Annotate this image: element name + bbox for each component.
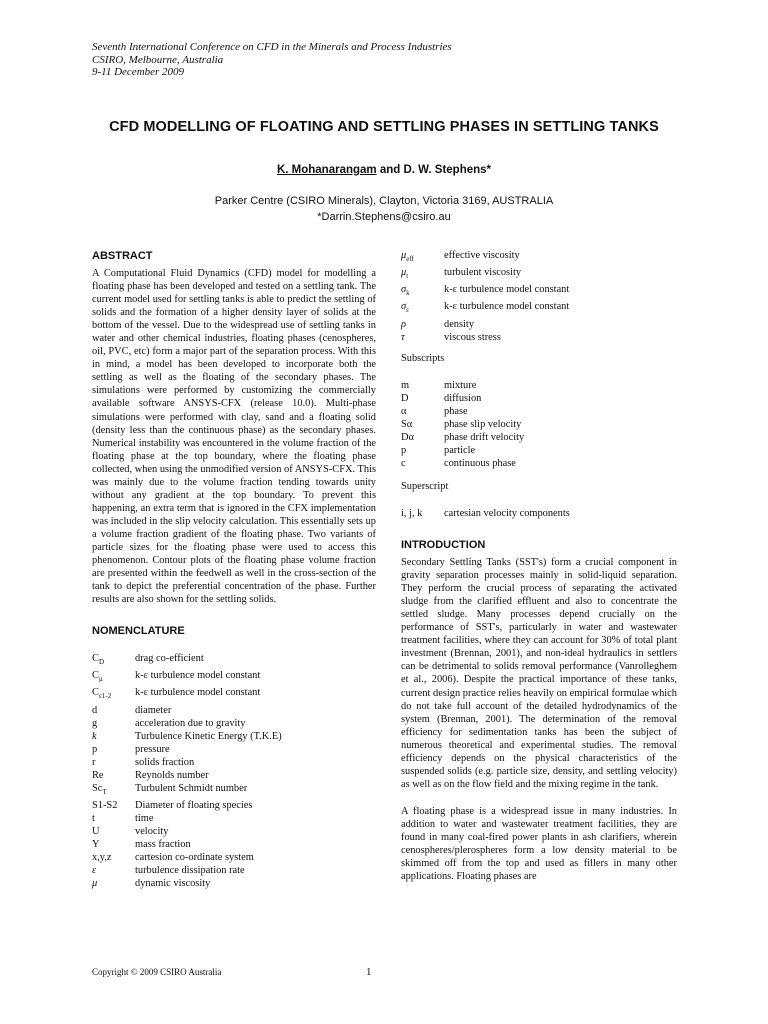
symbol-description: viscous stress — [444, 331, 501, 343]
symbol — [401, 283, 444, 300]
symbol-description: diameter — [135, 704, 172, 716]
symbol-main: μ — [401, 267, 407, 279]
symbol-main: σ — [401, 301, 407, 313]
symbol — [92, 756, 135, 769]
symbol — [92, 652, 135, 669]
symbol-description: Reynolds number — [135, 769, 209, 781]
conference-header — [92, 41, 452, 79]
symbol — [92, 730, 135, 743]
symbol-description: cartesion co-ordinate system — [135, 852, 254, 864]
paper-title: CFD MODELLING OF FLOATING AND SETTLING PHASES IN SETTLING TANKS — [109, 119, 659, 135]
symbol-description: turbulence dissipation rate — [135, 865, 245, 877]
symbol-main: μ — [92, 878, 98, 890]
symbol — [92, 769, 135, 782]
page-number: 1 — [366, 966, 372, 978]
symbol-main: p — [92, 743, 98, 755]
symbol-main: p — [401, 444, 407, 456]
symbol — [92, 877, 135, 890]
symbol — [92, 704, 135, 717]
introduction-paragraph-2: A floating phase is a widespread issue in many industries. In addition to water and wastewater treatment facilities, they are found in many coal-fired power plants in ash clarifiers, wherein cenospheres/plerospheres form a low density material to be skimmed off from the top and used as fillers in many other applications. Floating phases are — [401, 805, 677, 883]
symbol — [401, 249, 444, 266]
symbol-main: x,y,z — [92, 852, 112, 864]
symbol-description: particle — [444, 444, 476, 456]
symbol-description: drag co-efficient — [135, 653, 204, 665]
symbol-main: S1-S2 — [92, 800, 118, 811]
symbol — [401, 431, 444, 444]
symbol — [401, 392, 444, 405]
symbol-main: C — [92, 653, 99, 665]
symbol-subscript: μ — [98, 675, 103, 684]
symbol-main: α — [401, 405, 407, 417]
symbol — [92, 743, 135, 756]
symbol-description: phase drift velocity — [444, 431, 525, 443]
symbol — [92, 669, 135, 686]
symbol-main: ε — [92, 865, 97, 877]
conference-name: Seventh International Conference on CFD in the Minerals and Process Industries — [92, 41, 452, 53]
symbol — [401, 444, 444, 457]
symbol — [92, 864, 135, 877]
symbol-description: Diameter of floating species — [135, 800, 253, 811]
symbol-description: density — [444, 318, 475, 330]
symbol — [401, 318, 444, 331]
left-column — [92, 249, 376, 890]
symbol-description: continuous phase — [444, 457, 516, 469]
introduction-heading: INTRODUCTION — [401, 539, 486, 552]
symbol-description: phase — [444, 405, 468, 417]
symbol-main: i, j, k — [401, 508, 423, 520]
symbol-main: μ — [401, 250, 407, 261]
symbol-main: d — [92, 704, 98, 716]
corresponding-email: *Darrin.Stephens@csiro.au — [317, 211, 451, 223]
symbol-subscript: D — [98, 658, 104, 667]
symbol-description: k-ε turbulence model constant — [444, 284, 570, 296]
symbol-description: time — [135, 813, 154, 825]
affiliation — [0, 193, 768, 225]
copyright-notice: Copyright © 2009 CSIRO Australia — [92, 967, 222, 977]
symbol-main: t — [92, 813, 95, 825]
symbol — [92, 838, 135, 851]
symbol-subscript: t — [406, 272, 409, 281]
abstract-text: A Computational Fluid Dynamics (CFD) model for modelling a floating phase has been developed and tested on a settling tank. The current model used for settling tanks is able to predict the settling of solids and the formation of a higher density layer of solids at the bottom of the vessel. Due to the widespread use of settling tanks in water and other chemical industries, floating phases (cenospheres, oil, PVC, etc) form a major part of the separation process. With this in mind, a model has been developed to incorporate both the settling as well as the floating of the secondary phases. The simulations were performed by customizing the commercially available software ANSYS-CFX (release 10.0). Multi-phase simulations were performed with clay, sand and a floating solid (density less than the continuous phase) as the secondary phases. Numerical instability was encountered in the volume fraction of the floating phase at the top boundary, where the floating phase collected, when using the unmodified version of ANSYS-CFX. This was mainly due to the volume fraction tending towards unity without any gradient at the top boundary. To prevent this happening, an extra term that is ignored in the CFX implementation was included in the slip velocity calculation. This essentially sets up a volume fraction gradient of the floating phase. Two variants of particle sizes for the floating phase were used to access this phenomenon. Contour plots of the floating phase volume fraction are presented within the feedwell as well in the cross-section of the tank to depict the preferential concentration of the phase. Further results are also shown for the settling solids. — [92, 268, 376, 606]
symbol-description: k-ε turbulence model constant — [135, 670, 261, 682]
symbol-main: c — [401, 457, 406, 469]
symbol — [401, 507, 444, 520]
subscripts-heading: Subscripts — [401, 352, 445, 364]
symbol-description: k-ε turbulence model constant — [135, 687, 261, 699]
symbol-subscript: ε1-2 — [98, 692, 112, 701]
symbol-main: m — [401, 379, 410, 391]
symbol-main: g — [92, 717, 98, 729]
symbol — [401, 266, 444, 283]
symbol-main: Re — [92, 769, 104, 781]
symbol — [401, 331, 444, 344]
affiliation-address: Parker Centre (CSIRO Minerals), Clayton, Victoria 3169, AUSTRALIA — [214, 195, 554, 207]
symbol-main: σ — [401, 284, 407, 296]
symbol-main: C — [92, 687, 99, 699]
symbol-description: cartesian velocity components — [444, 508, 570, 520]
superscript-heading: Superscript — [401, 480, 449, 492]
nomenclature-list — [92, 652, 376, 890]
symbol-description: turbulent viscosity — [444, 267, 522, 279]
symbol-description: dynamic viscosity — [135, 878, 211, 890]
symbol — [401, 405, 444, 418]
symbol — [92, 717, 135, 730]
symbol-main: Sc — [92, 782, 103, 794]
symbol-description: Turbulent Schmidt number — [135, 782, 248, 794]
symbol — [92, 686, 135, 703]
symbol-subscript: T — [102, 787, 107, 796]
author-1: K. Mohanarangam — [276, 164, 377, 176]
symbol-description: pressure — [135, 743, 170, 755]
symbol — [92, 782, 135, 799]
symbol — [92, 825, 135, 838]
nomenclature-heading: NOMENCLATURE — [92, 625, 185, 638]
symbol-main: Sα — [401, 418, 413, 430]
symbol-main: U — [92, 826, 100, 838]
superscript-list — [401, 507, 677, 520]
symbol-description: velocity — [135, 826, 169, 838]
symbol-description: mixture — [444, 379, 477, 391]
symbol-description: solids fraction — [135, 756, 195, 768]
symbol-main: ρ — [401, 318, 406, 330]
symbol-main: k — [92, 730, 97, 742]
symbol-description: k-ε turbulence model constant — [444, 301, 570, 313]
symbol-main: r — [92, 756, 96, 768]
author-line — [0, 164, 768, 176]
symbol — [92, 851, 135, 864]
symbol-subscript: eff — [406, 255, 414, 264]
symbol-description: effective viscosity — [444, 250, 520, 261]
symbol-subscript: ε — [406, 306, 410, 315]
greek-symbols-list — [401, 249, 677, 344]
symbol-main: D — [401, 392, 409, 404]
introduction-paragraph-1: Secondary Settling Tanks (SST's) form a crucial component in gravity separation processes mainly in solid-liquid separation. They perform the crucial process of separating the activated sludge from the clarified effluent and also to concentrate the settled sludge. Many processes depend crucially on the performance of SST's, particularly in water and wastewater treatment facilities, where they can account for 30% of total plant investment (Brennan, 2001), and non-ideal hydraulics in settlers can be detrimental to solids removal performance (Vanrolleghem et al., 2006). Despite the practical importance of these tanks, current design practice relies heavily on empirical formulae which do not take full account of the detailed hydrodynamics of the system (Brennan, 2001). The determination of the removal efficiency for sedimentation tanks has been the subject of numerous theoretical and experimental studies. The removal efficiency depends on the physical characteristics of the suspended solids (e.g. particle size, density, and settling velocity) as well as on the flow field and the mixing regime in the tank. — [401, 557, 677, 790]
symbol-description: acceleration due to gravity — [135, 717, 246, 729]
symbol-main: Y — [92, 839, 100, 851]
subscripts-list — [401, 379, 677, 470]
symbol — [401, 300, 444, 317]
symbol-description: mass fraction — [135, 839, 191, 851]
conference-location: CSIRO, Melbourne, Australia — [92, 53, 224, 66]
abstract-heading: ABSTRACT — [92, 250, 153, 262]
right-column — [401, 249, 677, 883]
symbol — [401, 418, 444, 431]
symbol-main: C — [92, 670, 99, 682]
symbol-description: diffusion — [444, 392, 482, 404]
symbol-description: phase slip velocity — [444, 418, 522, 430]
symbol-description: Turbulence Kinetic Energy (T.K.E) — [135, 730, 282, 742]
symbol — [401, 457, 444, 470]
symbol-subscript: k — [406, 289, 410, 298]
symbol-main: τ — [401, 331, 405, 343]
symbol — [92, 799, 135, 812]
author-2: D. W. Stephens* — [403, 164, 492, 176]
symbol-main: Dα — [401, 431, 414, 443]
author-conjunction: and — [376, 164, 404, 176]
symbol — [401, 379, 444, 392]
symbol — [92, 812, 135, 825]
conference-dates: 9-11 December 2009 — [92, 66, 185, 79]
